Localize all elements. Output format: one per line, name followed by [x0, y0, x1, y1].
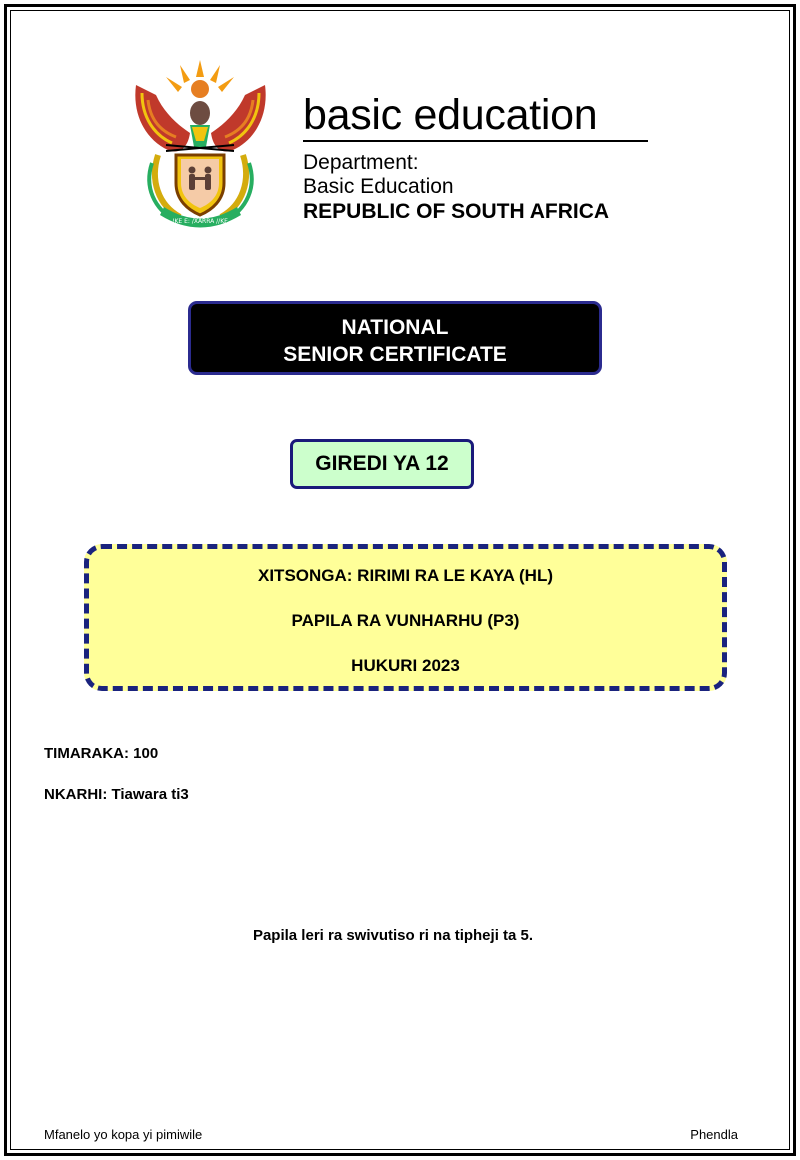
copyright-notice: Mfanelo yo kopa yi pimiwile — [44, 1127, 203, 1142]
grade-badge — [290, 439, 474, 489]
total-marks: TIMARAKA: 100 — [44, 745, 159, 762]
coat-of-arms-logo — [128, 55, 273, 235]
turn-over-note: Phendla — [690, 1127, 738, 1142]
country-name: REPUBLIC OF SOUTH AFRICA — [303, 200, 610, 223]
department-branding — [303, 92, 648, 225]
brand-underline — [303, 140, 648, 142]
department-label: Department: — [303, 151, 419, 174]
department-name: Basic Education — [303, 175, 454, 198]
exam-duration: NKARHI: Tiawara ti3 — [44, 786, 189, 803]
subject-box — [84, 544, 727, 691]
svg-text:!KE E: /XARRA //KE: !KE E: /XARRA //KE — [172, 218, 228, 225]
exam-session: HUKURI 2023 — [351, 656, 460, 675]
certificate-line-1: NATIONAL — [341, 316, 449, 339]
certificate-line-2: SENIOR CERTIFICATE — [283, 343, 507, 366]
subject-title: XITSONGA: RIRIMI RA LE KAYA (HL) — [258, 566, 553, 585]
page-count-note: Papila leri ra swivutiso ri na tipheji ta 5. — [252, 927, 534, 944]
grade-label: GIREDI YA 12 — [315, 452, 449, 475]
certificate-banner — [188, 301, 602, 375]
brand-name: basic education — [303, 91, 598, 139]
paper-title: PAPILA RA VUNHARHU (P3) — [291, 611, 520, 630]
